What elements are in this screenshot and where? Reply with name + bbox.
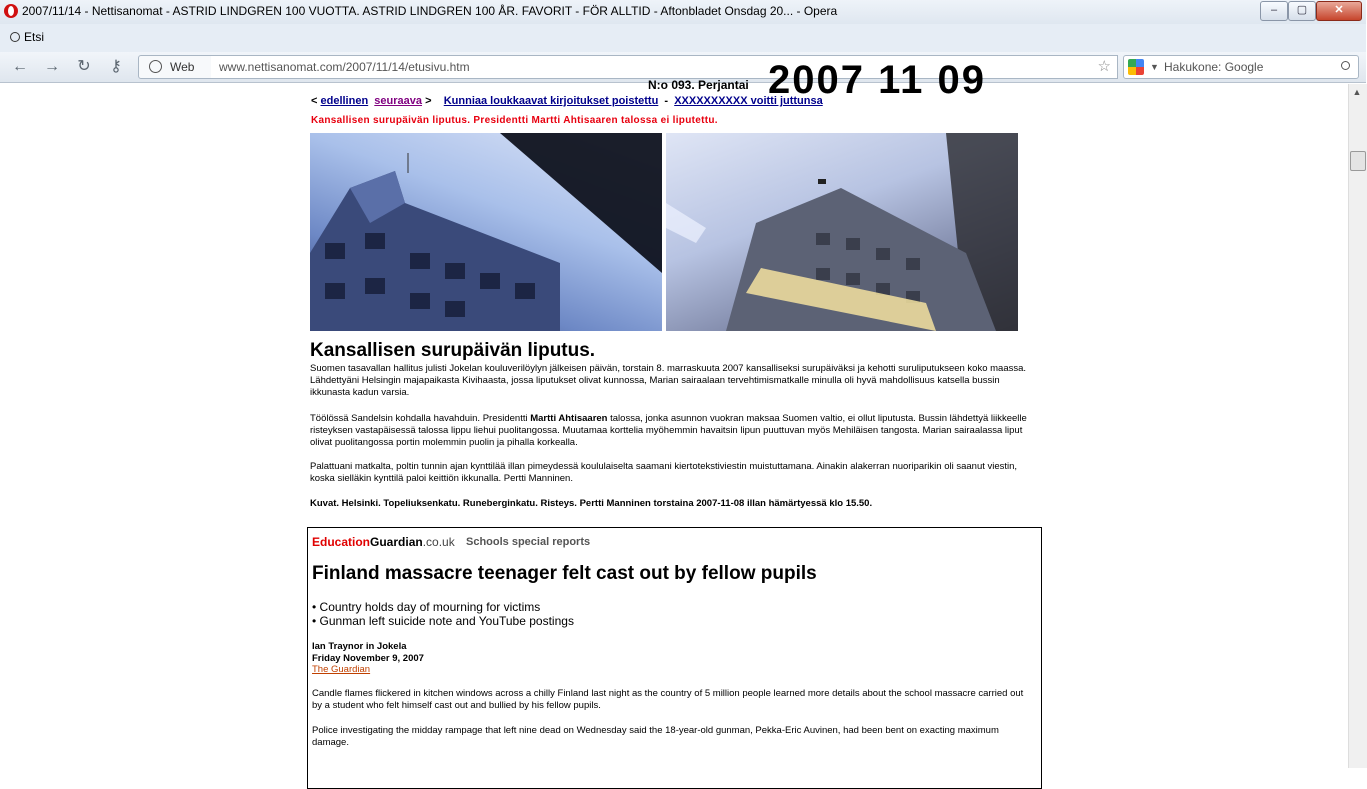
search-icon[interactable] [1341,61,1350,70]
photo-caption: Kuvat. Helsinki. Topeliuksenkatu. Runeberginkatu. Risteys. Pertti Manninen torstaina 2007-11-08 illan hämärtyessä klo 15.50. [310,498,873,509]
red-notice: Kansallisen surupäivän liputus. Presidentti Martti Ahtisaaren talossa ei liputettu. [311,115,718,126]
logo-education: Education [312,535,371,549]
education-guardian-logo [312,535,455,549]
guardian-headline: Finland massacre teenager felt cast out by fellow pupils [312,563,817,584]
reload-button[interactable]: ↻ [77,58,91,75]
paragraph-2-bold: Martti Ahtisaaren [530,413,608,424]
guardian-paragraph-2: Police investigating the midday rampage that left nine dead on Wednesday said the 18-year-old gunman, Pekka-Eric Auvinen, had been bent on exacting maximum damage. [312,725,999,748]
logo-couk: .co.uk [422,535,455,549]
forward-button[interactable]: → [44,58,60,75]
vertical-scrollbar[interactable] [1348,84,1367,768]
link-won-case[interactable]: XXXXXXXXXX voitti juttunsa [674,95,823,107]
search-field[interactable] [1123,55,1359,79]
prev-link[interactable]: edellinen [320,95,369,107]
search-engine-dropdown-icon[interactable]: ▼ [1150,62,1159,72]
photo-building-right [666,133,1018,331]
search-placeholder: Hakukone: Google [1164,60,1264,74]
window-title: 2007/11/14 - Nettisanomat - ASTRID LINDGREN 100 VUOTTA. ASTRID LINDGREN 100 ÅR. FAVORIT - FÖR ALLTID - Aftonbladet Onsdag 20... - Opera [22,4,838,18]
google-icon[interactable] [1128,59,1144,75]
section-title: Schools special reports [466,536,591,548]
globe-icon [149,60,162,73]
nav-gt: > [422,95,432,107]
paragraph-2-b: talossa, jonka asunnon vuokran maksaa Suomen valtio, ei ollut liputusta. Bussin lähdettyä liikkeelle risteyksen vastapäisessä talossa lippu liehui puolitangossa. Muutamaa korttelia myöhemmin havaitsin lipun puuttuvan myös Mehiläisen tangosta. Marian sairaalassa liput olivat puolitangossa portin molemmin puolin ja pihalla korkealla. [310,413,1027,448]
bullet-2: • Gunman left suicide note and YouTube postings [312,614,574,628]
guardian-bullets [312,600,574,628]
opera-logo-icon [4,4,18,18]
back-button[interactable]: ← [12,58,28,75]
paragraph-3: Palattuani matkalta, poltin tunnin ajan kynttilää illan pimeydessä koululaiselta saamani kiertotekstiviestin muistuttamana. Ainakin alakerran nuoriparikin oli saanut viestin, koska sielläkin kynttilä paloi keittiön ikkunalla. Pertti Manninen. [310,461,1018,484]
publish-date: Friday November 9, 2007 [312,653,424,664]
paragraph-2 [310,413,1030,449]
maximize-button[interactable]: ▢ [1288,1,1316,21]
guardian-byline [312,641,424,665]
issue-number: N:o 093. Perjantai [648,78,749,92]
minimize-button[interactable]: – [1260,1,1288,21]
search-icon [10,32,20,42]
photo-building-left [310,133,662,331]
web-label: Web [170,60,195,74]
web-site-info-button[interactable] [138,55,212,79]
address-url: www.nettisanomat.com/2007/11/14/etusivu.htm [219,60,470,74]
logo-guardian: Guardian [370,535,423,549]
search-menu[interactable] [10,30,44,44]
scroll-up-arrow-icon[interactable]: ▲ [1352,87,1362,97]
source-link[interactable]: The Guardian [312,664,371,675]
next-link[interactable]: seuraava [374,95,423,107]
guardian-paragraph-1: Candle flames flickered in kitchen windows across a chilly Finland last night as the country of 5 million people learned more details about the school massacre carried out by a student who felt himself cast out and bullied by his fellow pupils. [312,688,1024,711]
author: Ian Traynor in Jokela [312,641,407,652]
search-menu-label: Etsi [24,30,45,44]
nav-separator: - [658,95,675,107]
paragraph-2-a: Töölössä Sandelsin kohdalla havahduin. Presidentti [310,413,531,424]
paragraph-1: Suomen tasavallan hallitus julisti Jokelan kouluverilöylyn jälkeisen päivän, torstain 8. marraskuuta 2007 kansalliseksi surupäiväksi ja kehotti suruliputukseen koko maassa. Lähdettyäni Helsingin majapaikasta Kivihaasta, jossa liputukset olivat kunnossa, Marian sairaalaan tervehtimismatkalle minulla oli hyvä mahdollisuus katsella bussin ikkunasta kadun varsia. [310,363,1027,398]
issue-date: 2007 11 09 [768,58,986,102]
article-heading: Kansallisen surupäivän liputus. [310,340,596,361]
guardian-article-box [307,527,1042,789]
nav-lt: < [311,95,321,107]
article-navigation [311,95,823,107]
menu-bar [0,24,1366,52]
scrollbar-thumb[interactable] [1350,151,1366,171]
title-bar [0,0,1366,24]
wand-key-icon[interactable]: ⚷ [110,58,122,75]
link-removed-writings[interactable]: Kunniaa loukkaavat kirjoitukset poistettu [443,95,659,107]
bullet-1: • Country holds day of mourning for victims [312,600,541,614]
close-button[interactable]: ✕ [1316,1,1362,21]
bookmark-star-icon[interactable]: ☆ [1097,58,1111,75]
